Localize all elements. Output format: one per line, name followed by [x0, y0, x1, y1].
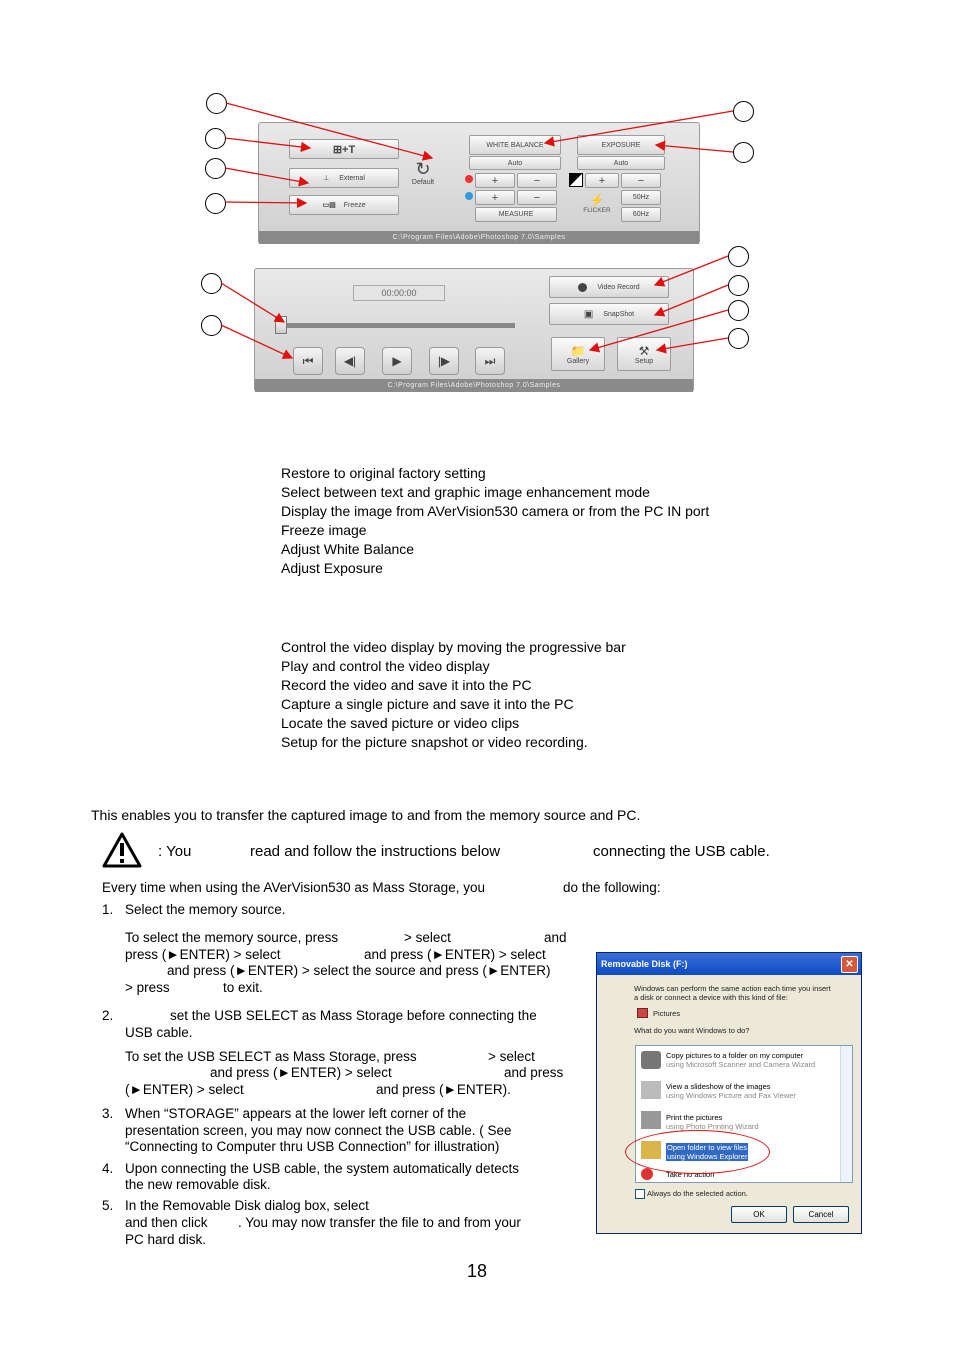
- desc-play: Play and control the video display: [281, 658, 490, 674]
- step5-text: PC hard disk.: [125, 1232, 207, 1247]
- action-item[interactable]: Take no action: [666, 1170, 715, 1179]
- always-label: Always do the selected action.: [647, 1189, 748, 1198]
- desc-restore: Restore to original factory setting: [281, 465, 486, 481]
- pictures-label: Pictures: [653, 1009, 681, 1018]
- dialog-title: Removable Disk (F:): [601, 959, 688, 969]
- gallery-icon: 📁: [570, 343, 586, 358]
- snapshot-button[interactable]: ▣ SnapShot: [549, 303, 669, 325]
- ok-button[interactable]: OK: [731, 1206, 787, 1223]
- action-item[interactable]: Print the pictures using Photo Printing Wizard: [666, 1113, 759, 1131]
- action-item-selected[interactable]: Open folder to view files using Windows Explorer: [667, 1143, 748, 1161]
- time-display: 00:00:00: [353, 285, 445, 301]
- red-minus-button[interactable]: −: [517, 173, 557, 188]
- warning-part3: connecting the USB cable.: [593, 843, 770, 860]
- play-button[interactable]: ▶: [382, 347, 412, 375]
- exposure-auto-button[interactable]: Auto: [577, 156, 665, 170]
- desc-locate: Locate the saved picture or video clips: [281, 715, 520, 731]
- step1-detail: > press: [125, 980, 170, 995]
- white-balance-button[interactable]: WHITE BALANCE: [469, 135, 561, 155]
- list-scrollbar[interactable]: [840, 1046, 852, 1182]
- step2-detail: and press: [504, 1065, 564, 1080]
- desc-progress-bar: Control the video display by moving the progressive bar: [281, 639, 626, 655]
- step1-detail: press (►ENTER) > select: [125, 947, 281, 962]
- freeze-button[interactable]: ▭▤ Freeze: [289, 195, 399, 215]
- step3-text: “Connecting to Computer thru USB Connection” for illustration): [125, 1139, 500, 1154]
- exposure-minus-button[interactable]: −: [621, 173, 661, 188]
- step2-detail: and press (►ENTER) > select: [210, 1065, 392, 1080]
- removable-disk-dialog: [596, 952, 862, 1234]
- highlight-ellipse: [625, 1130, 770, 1174]
- step2-detail: and press (►ENTER).: [376, 1082, 511, 1097]
- video-record-button[interactable]: Video Record: [549, 276, 669, 298]
- step2-detail: > select: [488, 1049, 535, 1064]
- always-checkbox[interactable]: [635, 1189, 645, 1199]
- measure-button[interactable]: MEASURE: [475, 207, 557, 222]
- path-bar: C:\Program Files\Adobe\Photoshop 7.0\Samples: [259, 231, 699, 244]
- desc-white-balance: Adjust White Balance: [281, 541, 415, 557]
- step1-detail: to exit.: [223, 980, 263, 995]
- wb-auto-button[interactable]: Auto: [469, 156, 561, 170]
- no-action-icon: [641, 1168, 653, 1180]
- camera-icon: ▣: [583, 308, 594, 320]
- desc-exposure: Adjust Exposure: [281, 560, 383, 576]
- step-number: 4.: [102, 1161, 114, 1176]
- warning-icon: [102, 832, 142, 868]
- step5-text: and then click: [125, 1215, 208, 1230]
- freeze-label: Freeze: [343, 201, 366, 209]
- step2-text: set the USB SELECT as Mass Storage before connecting the: [170, 1008, 537, 1023]
- path-bar: C:\Program Files\Adobe\Photoshop 7.0\Samples: [255, 379, 693, 392]
- step3-text: presentation screen, you may now connect the USB cable. ( See: [125, 1123, 512, 1138]
- default-icon: ↻: [415, 159, 431, 179]
- step-number: 5.: [102, 1198, 114, 1213]
- text-graphic-mode-button[interactable]: ⊞+T: [289, 139, 399, 159]
- step2-text: USB cable.: [125, 1025, 193, 1040]
- external-button[interactable]: ⊥ External: [289, 168, 399, 188]
- step-number: 3.: [102, 1106, 114, 1121]
- blue-plus-button[interactable]: +: [475, 190, 515, 205]
- desc-setup: Setup for the picture snapshot or video recording.: [281, 734, 588, 750]
- step1-detail: and press (►ENTER) > select the source and press (►ENTER): [167, 963, 551, 978]
- step4-text: Upon connecting the USB cable, the system automatically detects: [125, 1161, 519, 1176]
- dialog-intro: Windows can perform the same action each time you insert: [634, 984, 831, 993]
- slideshow-icon: [641, 1081, 661, 1099]
- step-number: 2.: [102, 1008, 114, 1023]
- step1-detail: and press (►ENTER) > select: [364, 947, 546, 962]
- external-label: External: [339, 174, 365, 182]
- desc-display-source: Display the image from AVerVision530 camera or from the PC IN port: [281, 503, 710, 519]
- warning-part1: : You: [158, 843, 192, 860]
- intro-text: This enables you to transfer the captured image to and from the memory source and PC.: [91, 807, 641, 823]
- dialog-intro: a disk or connect a device with this kind of file:: [634, 993, 788, 1002]
- step-number: 1.: [102, 902, 114, 917]
- flicker-label: ⚡ FLICKER: [579, 193, 615, 214]
- camera-icon: [641, 1051, 661, 1069]
- last-button[interactable]: ⏭: [475, 347, 505, 375]
- desc-record: Record the video and save it into the PC: [281, 677, 532, 693]
- step1-detail: > select: [404, 930, 451, 945]
- page-number: 18: [467, 1261, 488, 1281]
- prev-button[interactable]: ◀|: [335, 347, 365, 375]
- step1-detail: To select the memory source, press: [125, 930, 339, 945]
- desc-capture: Capture a single picture and save it into the PC: [281, 696, 574, 712]
- cancel-button[interactable]: Cancel: [793, 1206, 849, 1223]
- gallery-button[interactable]: 📁 Gallery: [551, 337, 605, 371]
- step4-text: the new removable disk.: [125, 1177, 271, 1192]
- step5-text: . You may now transfer the file to and from your: [238, 1215, 521, 1230]
- exposure-plus-button[interactable]: +: [585, 173, 619, 188]
- dialog-question: What do you want Windows to do?: [634, 1026, 750, 1035]
- next-button[interactable]: |▶: [429, 347, 459, 375]
- action-item[interactable]: Copy pictures to a folder on my computer using Microsoft Scanner and Camera Wizard: [666, 1051, 816, 1069]
- blue-minus-button[interactable]: −: [517, 190, 557, 205]
- step2-detail: (►ENTER) > select: [125, 1082, 244, 1097]
- desc-freeze: Freeze image: [281, 522, 367, 538]
- exposure-button[interactable]: EXPOSURE: [577, 135, 665, 155]
- action-item[interactable]: View a slideshow of the images using Windows Picture and Fax Viewer: [666, 1082, 796, 1100]
- step1-detail: and: [544, 930, 567, 945]
- dialog-titlebar: [597, 953, 861, 975]
- step1-text: Select the memory source.: [125, 902, 286, 917]
- every-time-part2: do the following:: [563, 880, 661, 895]
- every-time-part1: Every time when using the AVerVision530 as Mass Storage, you: [102, 880, 485, 895]
- step2-detail: To set the USB SELECT as Mass Storage, press: [125, 1049, 417, 1064]
- desc-enhance-mode: Select between text and graphic image enhancement mode: [281, 484, 650, 500]
- red-plus-button[interactable]: +: [475, 173, 515, 188]
- pictures-icon: [637, 1008, 648, 1018]
- callout-arrows: [0, 0, 954, 420]
- default-label: Default: [411, 179, 435, 186]
- hz60-button[interactable]: 60Hz: [621, 207, 661, 222]
- warning-part2: read and follow the instructions below: [250, 843, 501, 860]
- flicker-icon: ⚡: [589, 193, 605, 207]
- setup-icon: ⚒: [638, 343, 650, 358]
- step3-text: When “STORAGE” appears at the lower left corner of the: [125, 1106, 467, 1121]
- printer-icon: [641, 1111, 661, 1129]
- hz50-button[interactable]: 50Hz: [621, 190, 661, 205]
- step5-text: In the Removable Disk dialog box, select: [125, 1198, 369, 1213]
- first-button[interactable]: ⏮: [293, 347, 323, 375]
- setup-button[interactable]: ⚒ Setup: [617, 337, 671, 371]
- close-icon[interactable]: ✕: [841, 956, 858, 973]
